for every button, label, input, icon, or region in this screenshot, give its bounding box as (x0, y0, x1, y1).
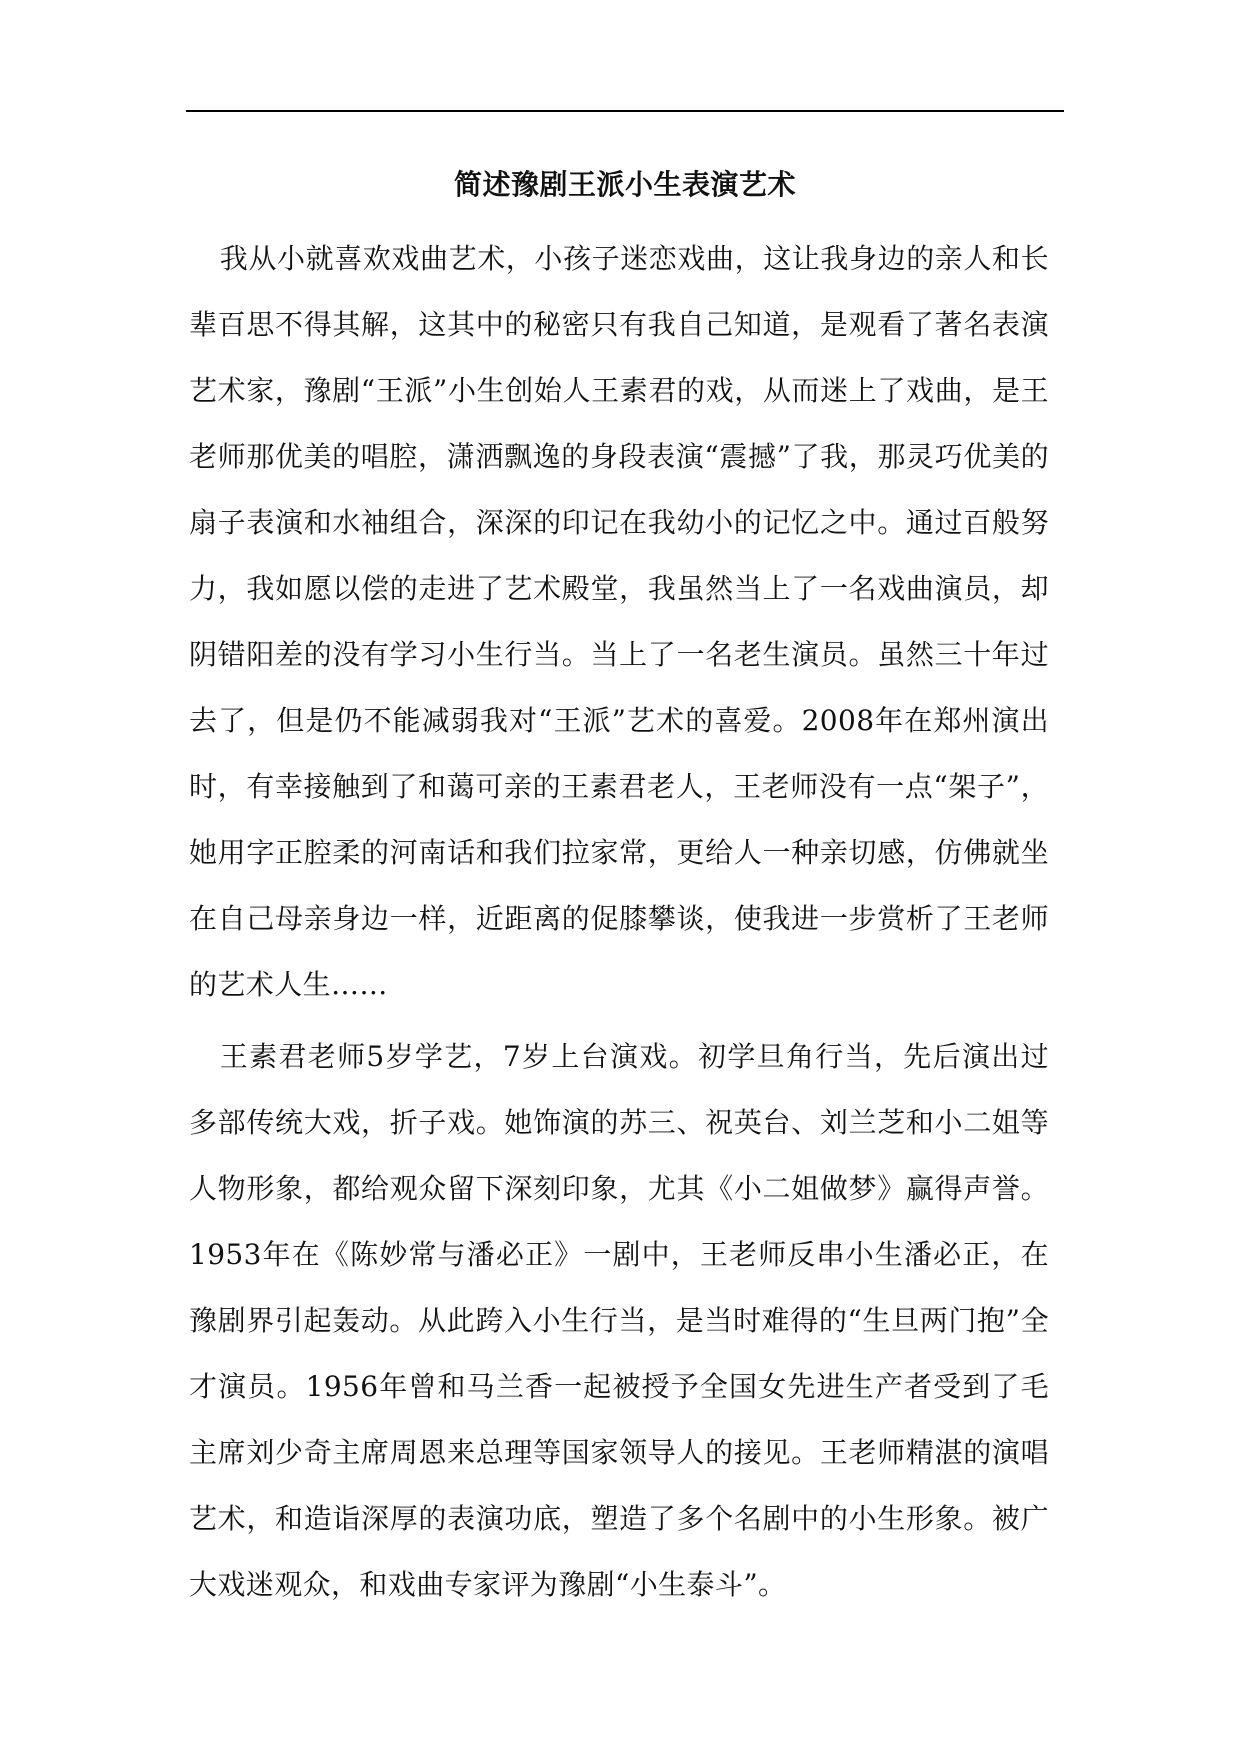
paragraph-2: 王素君老师5岁学艺，7岁上台演戏。初学旦角行当，先后演出过多部传统大戏，折子戏。她饰演的苏三、祝英台、刘兰芝和小二姐等人物形象，都给观众留下深刻印象，尤其《小二姐做梦》赢得声誉。1953年在《陈妙常与潘必正》一剧中，王老师反串小生潘必正，在豫剧界引起轰动。从此跨入小生行当，是当时难得的“生旦两门抱”全才演员。1956年曾和马兰香一起被授予全国女先进生产者受到了毛主席刘少奇主席周恩来总理等国家领导人的接见。王老师精湛的演唱艺术，和造诣深厚的表演功底，塑造了多个名剧中的小生形象。被广大戏迷观众，和戏曲专家评为豫剧“小生泰斗”。 (189, 1040, 1049, 1601)
paragraph-1: 我从小就喜欢戏曲艺术，小孩子迷恋戏曲，这让我身边的亲人和长辈百思不得其解，这其中的秘密只有我自己知道，是观看了著名表演艺术家，豫剧“王派”小生创始人王素君的戏，从而迷上了戏曲，是王老师那优美的唱腔，潇洒飘逸的身段表演“震撼”了我，那灵巧优美的扇子表演和水袖组合，深深的印记在我幼小的记忆之中。通过百般努力，我如愿以偿的走进了艺术殿堂，我虽然当上了一名戏曲演员，却阴错阳差的没有学习小生行当。当上了一名老生演员。虽然三十年过去了，但是仍不能减弱我对“王派”艺术的喜爱。2008年在郑州演出时，有幸接触到了和蔼可亲的王素君老人，王老师没有一点“架子”，她用字正腔柔的河南话和我们拉家常，更给人一种亲切感，仿佛就坐在自己母亲身边一样，近距离的促膝攀谈，使我进一步赏析了王老师的艺术人生…… (189, 242, 1049, 1001)
header-divider (186, 110, 1064, 112)
document-body (189, 226, 1049, 1618)
document-title: 简述豫剧王派小生表演艺术 (453, 168, 796, 201)
